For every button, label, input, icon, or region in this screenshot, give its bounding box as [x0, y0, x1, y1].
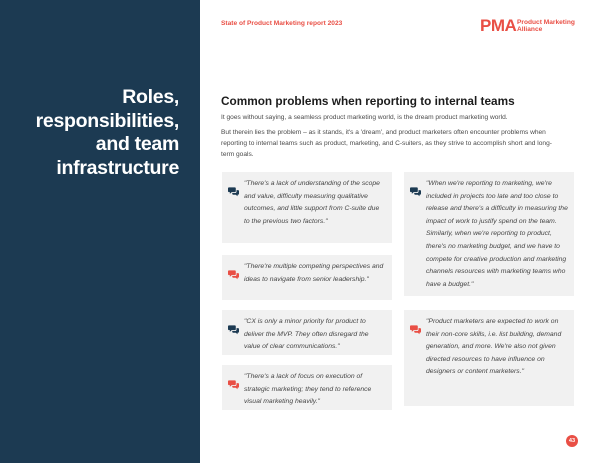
quote-card	[222, 310, 392, 355]
brand-name-line: Product Marketing	[517, 19, 575, 26]
section-title	[36, 86, 179, 180]
quote-card	[222, 255, 392, 300]
report-label: State of Product Marketing report 2023	[221, 20, 343, 27]
section-title-line: and team	[95, 133, 179, 155]
quote-card	[404, 172, 574, 296]
quote-card	[222, 172, 392, 243]
speech-bubbles-icon	[410, 186, 421, 197]
speech-bubbles-icon	[228, 379, 239, 390]
brand-name-line: Alliance	[517, 26, 543, 34]
brand-name	[517, 19, 575, 34]
section-title-line: Roles,	[122, 86, 179, 108]
intro-paragraph: But therein lies the problem – as it stands, it's a 'dream', and product marketers often encounter problems when reporting to internal teams such as product, marketing, and C-suiters, as they strive to accomplish short and long-term goals.	[221, 129, 552, 158]
speech-bubbles-icon	[410, 324, 421, 335]
section-title-line: infrastructure	[56, 156, 179, 179]
quote-text: "Product marketers are expected to work on their non-core skills, i.e. list building, demand generation, and more. We're also not given directed resources to have influence on designers or content marketers."	[426, 318, 562, 376]
intro-paragraph: It goes without saying, a seamless product marketing world, is the dream product marketing world.	[221, 114, 508, 121]
quote-card	[404, 310, 574, 406]
section-heading: Common problems when reporting to internal teams	[221, 94, 515, 108]
quote-text: "CX is only a minor priority for product to deliver the MVP. They often disregard the value of clear communications."	[244, 318, 369, 351]
quote-text: "There's a lack of understanding of the scope and value, difficulty measuring qualitative outcomes, and little support from C-suite due to the previous two factors."	[244, 180, 380, 225]
quote-text: "There's a lack of focus on execution of strategic marketing; they tend to reference visual marketing heavily."	[244, 373, 372, 406]
speech-bubbles-icon	[228, 324, 239, 335]
quote-text: "When we're reporting to marketing, we're included in projects too late and too close to release and there's a difficulty in measuring the impact of work to justify spend on the team. Similarly, when we're reporting to product, there's no marketing budget, and we have to compete for creative production and marketing channels resources with marketing teams who have a budget."	[426, 180, 568, 288]
speech-bubbles-icon	[228, 269, 239, 280]
speech-bubbles-icon	[228, 186, 239, 197]
quote-text: "There're multiple competing perspectives and ideas to navigate from senior leadership."	[244, 263, 384, 283]
section-title-line: responsibilities,	[35, 109, 179, 132]
sidebar	[0, 0, 200, 463]
brand-mark: PMA	[480, 16, 517, 35]
page-number-badge: 43	[566, 435, 578, 447]
quote-card	[222, 365, 392, 410]
